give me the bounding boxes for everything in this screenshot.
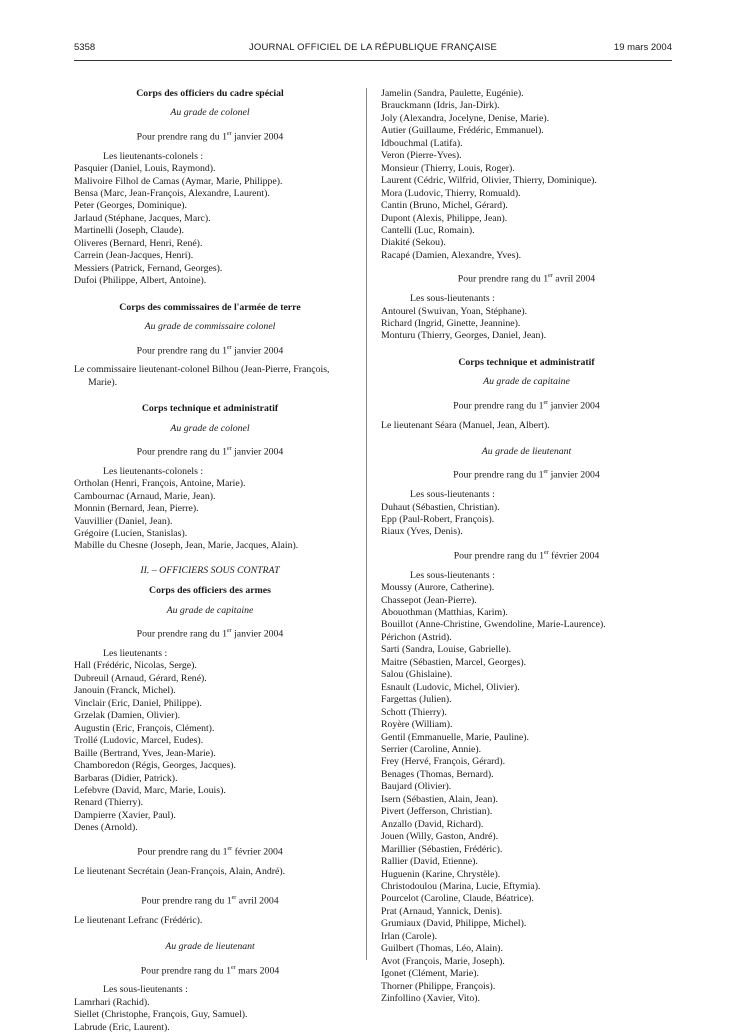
officer-name: Renard (Thierry).: [74, 797, 144, 809]
ordinal-suffix: er: [543, 399, 549, 406]
officer-name: Monturu (Thierry, Georges, Daniel, Jean).: [381, 330, 547, 342]
ordinal-suffix: er: [226, 628, 232, 635]
officer-name: Dupont (Alexis, Philippe, Jean).: [381, 212, 508, 224]
officer-name: Pasquier (Daniel, Louis, Raymond).: [74, 163, 216, 175]
officer-name: Laurent (Cédric, Wilfrid, Olivier, Thierry, Dominique).: [381, 175, 597, 187]
officer-name: Dampierre (Xavier, Paul).: [74, 809, 176, 821]
officer-name: Benages (Thomas, Bernard).: [381, 768, 494, 780]
officer-name: Augustin (Eric, François, Clément).: [74, 722, 215, 734]
publication-date: 19 mars 2004: [613, 42, 672, 53]
ordinal-suffix: er: [226, 446, 232, 453]
officer-name: Vinclair (Eric, Daniel, Philippe).: [74, 697, 202, 709]
officer-name: Périchon (Astrid).: [381, 631, 452, 643]
officer-name: Chamboredon (Régis, Georges, Jacques).: [74, 760, 236, 772]
rank-line: Pour prendre rang du 1er février 2004: [453, 549, 600, 562]
grade-heading: Au grade de colonel: [170, 107, 250, 119]
officer-name: Monsieur (Thierry, Louis, Roger).: [381, 162, 515, 174]
section-heading: Corps technique et administratif: [458, 356, 595, 368]
officer-name: Gentil (Emmanuelle, Marie, Pauline).: [381, 731, 529, 743]
officer-name: Schott (Thierry).: [381, 706, 447, 718]
rank-line: Pour prendre rang du 1er janvier 2004: [136, 446, 284, 458]
officer-name: Igonet (Clément, Marie).: [381, 968, 479, 980]
grade-heading: Au grade de capitaine: [166, 604, 254, 616]
spacer: [381, 262, 672, 270]
officer-name: Antourel (Swuivan, Yoan, Stéphane).: [381, 305, 528, 317]
officer-name: Thorner (Philippe, François).: [381, 980, 496, 992]
grade-heading: Au grade de capitaine: [483, 376, 570, 388]
officer-name: Serrier (Caroline, Annie).: [381, 744, 482, 755]
officer-name: Guilbert (Thomas, Léo, Alain).: [381, 943, 503, 955]
page-number: 5358: [74, 42, 96, 53]
group-label: Les sous-lieutenants :: [410, 489, 495, 501]
group-label: Les sous-lieutenants :: [410, 293, 495, 305]
ordinal-suffix: er: [231, 964, 236, 971]
officer-name: Labrude (Eric, Laurent).: [74, 1021, 170, 1033]
officer-name: Irlan (Carole).: [381, 930, 438, 942]
officer-name: Carrein (Jean-Jacques, Henri).: [74, 250, 194, 262]
rank-line: Pour prendre rang du 1er janvier 2004: [136, 628, 284, 640]
officer-name: Oliveres (Bernard, Henri, René).: [74, 237, 203, 249]
grade-heading: Au grade de lieutenant: [165, 941, 255, 953]
header-rule: [74, 60, 672, 61]
rank-line: Pour prendre rang du 1er janvier 2004: [136, 344, 284, 356]
officer-name: Cambournac (Arnaud, Marie, Jean).: [74, 490, 216, 502]
officer-name: Malivoire Filhol de Camas (Aymar, Marie, Philippe).: [74, 175, 283, 187]
officer-name: Zinfollino (Xavier, Vito).: [381, 993, 480, 1005]
officer-name: Royère (William).: [381, 719, 453, 731]
spacer: [381, 539, 672, 547]
rank-line: Pour prendre rang du 1er avril 2004: [141, 894, 279, 907]
column-separator: [366, 88, 367, 960]
officer-name: Anzallo (David, Richard).: [381, 818, 484, 830]
officer-name: Esnault (Ludovic, Michel, Olivier).: [381, 681, 520, 693]
officer-name: Cantelli (Luc, Romain).: [381, 224, 475, 236]
officer-name: Isern (Sébastien, Alain, Jean).: [381, 793, 498, 805]
officer-name: Autier (Guillaume, Frédéric, Emmanuel).: [381, 125, 544, 137]
officer-name: Abouothman (Matthias, Karim).: [381, 607, 508, 619]
officer-name: Lefebvre (David, Marc, Marie, Louis).: [74, 785, 226, 796]
officer-name: Peter (Georges, Dominique).: [74, 200, 187, 212]
spacer: [74, 884, 346, 892]
section-heading: Corps technique et administratif: [141, 403, 279, 415]
ordinal-suffix: er: [227, 845, 233, 852]
grade-heading: Au grade de commissaire colonel: [144, 321, 276, 333]
officer-name: Moussy (Aurore, Catherine).: [381, 582, 495, 594]
rank-line: Pour prendre rang du 1er février 2004: [137, 845, 283, 858]
officer-name: Cantin (Bruno, Michel, Gérard).: [381, 200, 508, 212]
rank-line: Pour prendre rang du 1er avril 2004: [457, 273, 596, 285]
officer-name: Epp (Paul-Robert, François).: [381, 514, 495, 526]
officer-name: Siellet (Christophe, François, Guy, Samuel).: [74, 1009, 248, 1021]
officer-name: Dufoi (Philippe, Albert, Antoine).: [74, 275, 207, 287]
officer-name: Richard (Ingrid, Ginette, Jeannine).: [381, 317, 521, 329]
section-heading: Corps des officiers du cadre spécial: [136, 88, 284, 99]
ordinal-suffix: er: [231, 894, 237, 901]
officer-name: Lamrhari (Rachid).: [74, 996, 150, 1008]
officer-name: Denes (Arnold).: [74, 822, 138, 834]
officer-name: Dubreuil (Arnaud, Gérard, René).: [74, 672, 207, 684]
officer-name: Trollé (Ludovic, Marcel, Eudes).: [74, 735, 204, 747]
rank-line: Pour prendre rang du 1er janvier 2004: [136, 130, 284, 143]
rank-line: Pour prendre rang du 1er janvier 2004: [453, 399, 600, 412]
officer-name: Joly (Alexandra, Jocelyne, Denise, Marie).: [381, 112, 550, 124]
group-label: Les lieutenants :: [103, 648, 168, 660]
officer-name: Monnin (Bernard, Jean, Pierre).: [74, 503, 199, 515]
part-heading: II. – OFFICIERS SOUS CONTRAT: [140, 564, 280, 576]
group-label: Les sous-lieutenants :: [103, 984, 188, 996]
officer-name: Baille (Bertrand, Yves, Jean-Marie).: [74, 747, 216, 759]
officer-name: Salou (Ghislaine).: [381, 669, 453, 681]
ordinal-suffix: er: [543, 469, 549, 476]
officer-name: Jamelin (Sandra, Paulette, Eugénie).: [381, 88, 524, 99]
officer-name: Fargettas (Julien).: [381, 694, 452, 706]
group-label: Les lieutenants-colonels :: [103, 150, 204, 162]
ordinal-suffix: er: [226, 344, 232, 351]
officer-name: Grumiaux (David, Philippe, Michel).: [381, 918, 527, 930]
officer-name: Grzelak (Damien, Olivier).: [74, 710, 181, 722]
officer-name: Brauckmann (Idris, Jan-Dirk).: [381, 100, 500, 112]
officer-name: Jarlaud (Stéphane, Jacques, Marc).: [74, 212, 211, 224]
officer-name: Bensa (Marc, Jean-François, Alexandre, Laurent).: [74, 187, 270, 199]
officer-name: Barbaras (Didier, Patrick).: [74, 772, 178, 784]
officer-name: Ortholan (Henri, François, Antoine, Marie).: [74, 478, 246, 490]
spacer: [74, 835, 346, 843]
promotion-entry: Le lieutenant Secrétain (Jean-François, Alain, André).: [74, 865, 286, 877]
officer-name: Grégoire (Lucien, Stanislas).: [74, 528, 188, 540]
officer-name: Marillier (Sébastien, Frédéric).: [381, 843, 503, 855]
journal-title: JOURNAL OFFICIEL DE LA RÉPUBLIQUE FRANÇAISE: [248, 42, 498, 53]
officer-name: Pourcelot (Caroline, Claude, Béatrice).: [381, 893, 534, 905]
officer-name: Frey (Hervé, François, Gérard).: [381, 756, 506, 768]
grade-heading: Au grade de colonel: [170, 422, 250, 434]
spacer: [74, 933, 346, 941]
officer-name: Huguenin (Karine, Chrystèle).: [381, 868, 501, 880]
officer-name: Mora (Ludovic, Thierry, Romuald).: [381, 187, 521, 199]
section-heading: Corps des commissaires de l'armée de terre: [119, 301, 301, 313]
officer-name: Sarti (Sandra, Louise, Gabrielle).: [381, 644, 512, 656]
officer-name: Veron (Pierre-Yves).: [381, 150, 462, 162]
right-column: [381, 88, 672, 1006]
ordinal-suffix: er: [548, 273, 553, 280]
officer-name: Prat (Arnaud, Yannick, Denis).: [381, 905, 503, 917]
rank-line: Pour prendre rang du 1er mars 2004: [140, 964, 280, 976]
grade-heading: Au grade de lieutenant: [481, 445, 572, 457]
officer-name: Messiers (Patrick, Fernand, Georges).: [74, 262, 223, 274]
officer-name: Vauvillier (Daniel, Jean).: [74, 515, 173, 527]
officer-name: Martinelli (Joseph, Claude).: [74, 225, 184, 237]
officer-name: Diakité (Sekou).: [381, 237, 446, 249]
officer-name: Chassepot (Jean-Pierre).: [381, 594, 477, 606]
left-column: [74, 88, 346, 1034]
officer-name: Duhaut (Sébastien, Christian).: [381, 501, 500, 513]
officer-name: Janouin (Franck, Michel).: [74, 685, 176, 697]
page-header: [74, 42, 672, 58]
rank-line: Pour prendre rang du 1er janvier 2004: [453, 469, 600, 481]
spacer: [381, 438, 672, 446]
officer-name: Hall (Frédéric, Nicolas, Serge).: [74, 660, 197, 672]
officer-name: Baujard (Olivier).: [381, 781, 452, 793]
officer-name: Idbouchmal (Latifa).: [381, 137, 463, 149]
officer-name: Pivert (Jefferson, Christian).: [381, 806, 493, 818]
officer-name: Racapé (Damien, Alexandre, Yves).: [381, 249, 522, 261]
officer-name: Christodoulou (Marina, Lucie, Eftymia).: [381, 880, 541, 892]
officer-name: Rallier (David, Etienne).: [381, 856, 478, 868]
section-heading: Corps des officiers des armes: [149, 585, 271, 597]
promotion-entry: Le lieutenant Séara (Manuel, Jean, Albert).: [381, 419, 550, 431]
ordinal-suffix: er: [544, 549, 549, 556]
officer-name: Maitre (Sébastien, Marcel, Georges).: [381, 656, 527, 668]
ordinal-suffix: er: [226, 130, 232, 137]
officer-name: Avot (François, Marie, Joseph).: [381, 955, 505, 967]
group-label: Les lieutenants-colonels :: [103, 465, 204, 477]
promotion-entry: Le lieutenant Lefranc (Frédéric).: [74, 914, 203, 926]
promotion-entry: Le commissaire lieutenant-colonel Bilhou (Jean-Pierre, François, Marie).: [74, 364, 330, 388]
officer-name: Riaux (Yves, Denis).: [381, 526, 463, 538]
officer-name: Bouillot (Anne-Christine, Gwendoline, Marie-Laurence).: [381, 619, 606, 631]
officer-name: Mabille du Chesne (Joseph, Jean, Marie, Jacques, Alain).: [74, 540, 299, 552]
officer-name: Jouen (Willy, Gaston, André).: [381, 831, 499, 843]
group-label: Les sous-lieutenants :: [410, 569, 495, 581]
